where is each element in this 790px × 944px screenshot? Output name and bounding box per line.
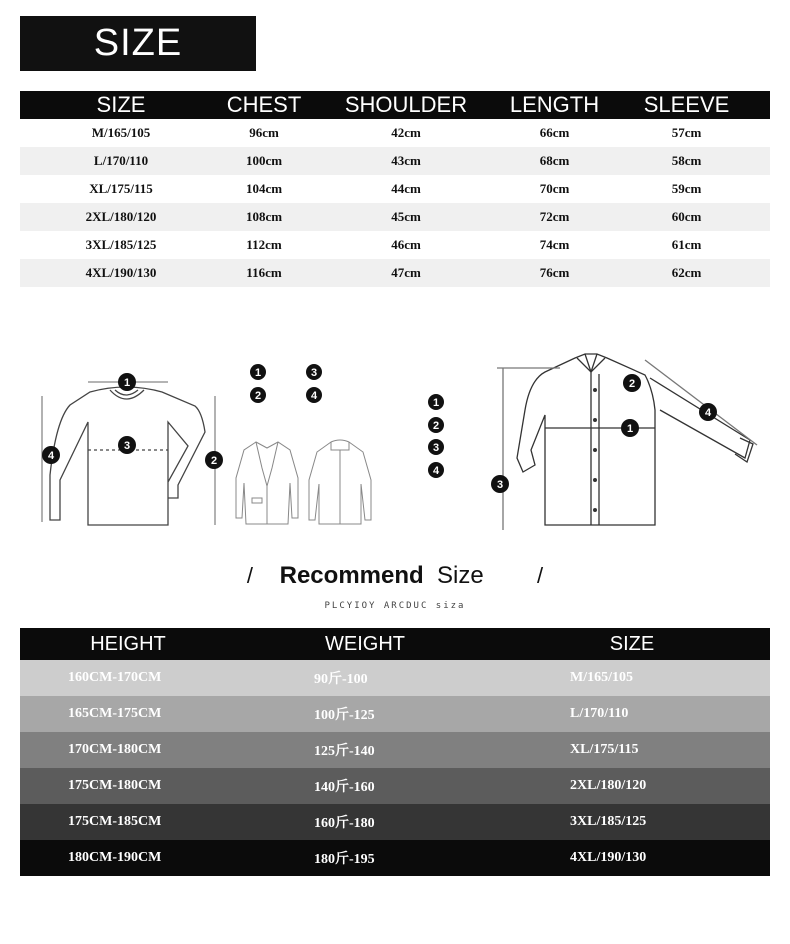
column-header-length: LENGTH — [506, 91, 603, 119]
recommend-subtitle: PLCYIOY ARCDUC siza — [324, 601, 466, 611]
marker-label: 4 — [310, 390, 318, 402]
table-cell: 104cm — [245, 181, 283, 196]
table-cell: 175CM-185CM — [20, 804, 236, 840]
table-cell: 68cm — [506, 147, 603, 175]
blazer-icon — [232, 438, 302, 526]
size-table-header — [20, 91, 770, 119]
table-cell: L/170/110 — [20, 147, 222, 175]
table-cell: 66cm — [539, 125, 570, 140]
table-cell: 58cm — [603, 147, 770, 175]
table-cell: 2XL/180/120 — [494, 768, 770, 804]
marker-label: 1 — [626, 423, 634, 435]
table-cell: 4XL/190/130 — [494, 840, 770, 876]
column-header-height: HEIGHT — [20, 628, 236, 660]
column-header-shoulder: SHOULDER — [306, 91, 506, 119]
table-cell: 3XL/185/125 — [85, 237, 157, 252]
recommend-heading-bold: Recommend — [279, 562, 424, 589]
table-cell: 90斤-100 — [236, 660, 494, 696]
table-cell: XL/175/115 — [89, 181, 153, 196]
table-cell: 76cm — [506, 259, 603, 287]
table-cell: 74cm — [539, 237, 570, 252]
table-cell: 2XL/180/120 — [20, 203, 222, 231]
marker-list — [426, 393, 448, 481]
table-cell: 45cm — [306, 203, 506, 231]
table-cell: 160CM-170CM — [20, 660, 236, 696]
column-header-sleeve: SLEEVE — [603, 91, 770, 119]
marker-label: 3 — [496, 479, 504, 491]
table-cell: 70cm — [539, 181, 570, 196]
marker-group — [491, 374, 717, 493]
table-cell: 57cm — [671, 125, 702, 140]
table-cell: 72cm — [506, 203, 603, 231]
table-cell: 160斤-180 — [236, 804, 494, 840]
sweater-outline-icon — [30, 360, 240, 535]
table-cell: 170CM-180CM — [20, 732, 236, 768]
table-cell: 96cm — [249, 125, 279, 140]
marker-label: 1 — [123, 377, 131, 389]
marker-label: 3 — [123, 440, 131, 452]
marker-label: 3 — [310, 367, 318, 379]
table-cell: L/170/110 — [494, 696, 770, 732]
table-row — [20, 259, 770, 287]
marker-label: 2 — [432, 420, 440, 432]
table-cell: M/165/105 — [91, 125, 151, 140]
recommend-size-heading — [0, 562, 790, 590]
table-row — [20, 696, 770, 732]
table-cell: XL/175/115 — [494, 732, 770, 768]
table-cell: 43cm — [306, 147, 506, 175]
marker-label: 4 — [704, 407, 712, 419]
table-cell: 165CM-175CM — [20, 696, 236, 732]
column-header-size: SIZE — [20, 91, 222, 119]
marker-label: 3 — [432, 442, 440, 454]
marker-label: 1 — [254, 367, 262, 379]
table-row — [20, 147, 770, 175]
table-cell: 60cm — [603, 203, 770, 231]
table-row — [20, 119, 770, 147]
table-row — [20, 660, 770, 696]
table-row — [20, 231, 770, 259]
jacket-icon — [305, 438, 375, 526]
marker-label: 2 — [628, 378, 636, 390]
table-cell: 175CM-180CM — [20, 768, 236, 804]
recommend-heading-light: Size — [437, 562, 484, 589]
table-cell: 180CM-190CM — [20, 840, 236, 876]
table-cell: 125斤-140 — [236, 732, 494, 768]
table-row — [20, 840, 770, 876]
table-cell: 47cm — [306, 259, 506, 287]
table-cell: 62cm — [603, 259, 770, 287]
table-cell: 44cm — [391, 181, 421, 196]
table-row — [20, 768, 770, 804]
recommend-table-header — [20, 628, 770, 660]
slash-left: / — [246, 563, 253, 588]
table-cell: M/165/105 — [494, 660, 770, 696]
slash-right: / — [537, 563, 544, 588]
column-header-chest: CHEST — [222, 91, 306, 119]
column-header-weight: WEIGHT — [236, 628, 494, 660]
table-cell: 3XL/185/125 — [494, 804, 770, 840]
marker-label: 1 — [432, 397, 440, 409]
page-title: SIZE — [20, 16, 256, 71]
table-row — [20, 804, 770, 840]
marker-group — [42, 373, 223, 469]
marker-label: 2 — [254, 390, 262, 402]
table-row — [20, 175, 770, 203]
table-cell: 59cm — [671, 181, 702, 196]
table-cell: 100cm — [222, 147, 306, 175]
table-row — [20, 732, 770, 768]
marker-label: 2 — [210, 455, 218, 467]
table-cell: 46cm — [391, 237, 421, 252]
table-cell: 61cm — [671, 237, 702, 252]
table-row — [20, 203, 770, 231]
table-cell: 116cm — [222, 259, 306, 287]
table-cell: 140斤-160 — [236, 768, 494, 804]
table-cell: 112cm — [246, 237, 282, 252]
size-chart-table — [20, 91, 770, 287]
column-header-size: SIZE — [494, 628, 770, 660]
table-cell: 42cm — [391, 125, 421, 140]
shirt-outline-icon — [485, 350, 770, 535]
table-cell: 108cm — [222, 203, 306, 231]
marker-legend — [248, 362, 328, 406]
table-cell: 100斤-125 — [236, 696, 494, 732]
marker-label: 4 — [47, 450, 55, 462]
marker-label: 4 — [432, 465, 440, 477]
recommend-size-table — [20, 628, 770, 876]
table-cell: 180斤-195 — [236, 840, 494, 876]
table-cell: 4XL/190/130 — [20, 259, 222, 287]
